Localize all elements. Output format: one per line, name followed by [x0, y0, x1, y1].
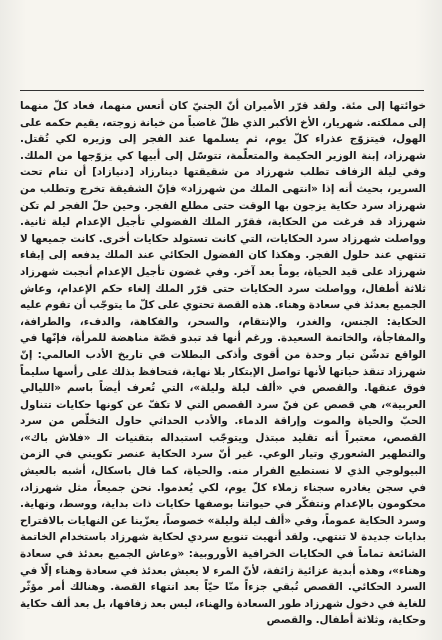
body-text	[20, 98, 426, 630]
paragraph: خوائتها إلى مئة. ولقد قرّر الأميران أنّ الجنيّ كان أتعس منهما، فعاد كلّ منهما إلى مملكته. شهريار، الأخ الأكبر الذي ظلّ غاضباً من خيانة زوجته، يقيم حكمه على الهول، فيتزوّج عذراء كلّ يوم، ثم يسلمها عند الفجر إلى وزيره لكي تُقتل. شهرزاد، إبنة الوزير الحكيمة والمتعلّمة، تتوسّل إلى أبيها كي يزوّجها من الملك. وفي ليلة الزفاف تطلب شهرزاد من شقيقتها دينارزاد [دنيازاد] أن تنام تحت السرير، بحيث أنه إذا «انتهى الملك من شهرزاد» فإنّ الشقيقة تخرج وتطلب من شهرزاد سرد حكاية يزجون بها الوقت حتى مطلع الفجر. وحين حلّ الفجر لم تكن شهرزاد قد فرغت من الحكاية، فقرّر الملك الفضولي تأجيل الإعدام ليلة ثانية. وواصلت شهرزاد سرد الحكايات، التي كانت تستولد حكايات أخرى. كانت جميعها لا تنتهي عند حلول الفجر. وهكذا كان الفضول الحكائي عند الملك يدفعه إلى إبقاء شهرزاد على قيد الحياة، يوماً بعد آخر. وفي غضون تأجيل الإعدام أنجبت شهرزاد ثلاثة أطفال، وواصلت سرد الحكايات حتى قرّر الملك إلغاء حكم الإعدام، وعاش الجميع بعدئذ في سعادة وهناء. هذه القصة تحتوي على كلّ ما يتوجّب أن تقوم عليه الحكاية: الجنس، والغدر، والإنتقام، والسحر، والفكاهة، والدفء، والطرافة، والمفاجأة، والخاتمة السعيدة. ورغم أنها قد تبدو قصّة مناهضة للمرأة، فإنّها في الواقع تدشّن تيار وحدة من أقوى وأذكى البطلات في تاريخ الأدب العالمي: إنّ شهرزاد تنقذ حياتها لأنها تواصل الإبتكار بلا نهاية، فتحافظ بذلك على رأسها سليماً فوق عنقها. والقصص في «ألف ليلة وليلة»، التي تُعرف أيضاً باسم «الليالي العربية»، هي قصص عن فنّ سرد القصص التي لا تكفّ عن كونها حكايات تتناول الحبّ والحياة والموت وإراقة الدماء. والأدب الحداثي حاول التخلّص من سرد القصص، معتبراً أنه تقليد مبتذل ويتوجّب استبداله بتقنيات الـ «فلاش باك»، والتطهير الشعوري وتيار الوعي. غير أنّ سرد الحكاية عنصر تكويني في الزمن البيولوجي الذي لا نستطيع الفرار منه. والحياة، كما قال باسكال، أشبه بالعيش في سجن يغادره سجناء زملاء كلّ يوم، لكي يُعدموا. نحن جميعاً، مثل شهرزاد، محكومون بالإعدام ونتفكّر في حيواتنا بوصفها حكايات ذات بداية، ووسط، ونهاية. وسرد الحكاية عموماً، وفي «ألف ليلة وليلة» خصوصاً، يعزّينا عن النهايات بالاقتراح بدايات جديدة لا تنتهي. ولقد أنهيت تنويع سردي لحكاية شهرزاد باستخدام الخاتمة الشائعة تماماً في الحكايات الخرافية الأوروبية: «وعاش الجميع بعدئذ في سعادة وهناء»، وهذه أبدية عزائية زائفة، لأنّ المرء لا يعيش بعدئذ في سعادة وهناء إلّا في السرد الحكائي. القصص تُبقي جزءاً منّا حيّاً بعد انتهاء القصة. وهنالك أمر مؤثّر للغاية في دخول شهرزاد طور السعادة والهناء، ليس بعد زفافها، بل بعد ألف حكاية وحكاية، وثلاثة أطفال. والقصص	[20, 100, 426, 627]
header-rule	[20, 90, 424, 91]
